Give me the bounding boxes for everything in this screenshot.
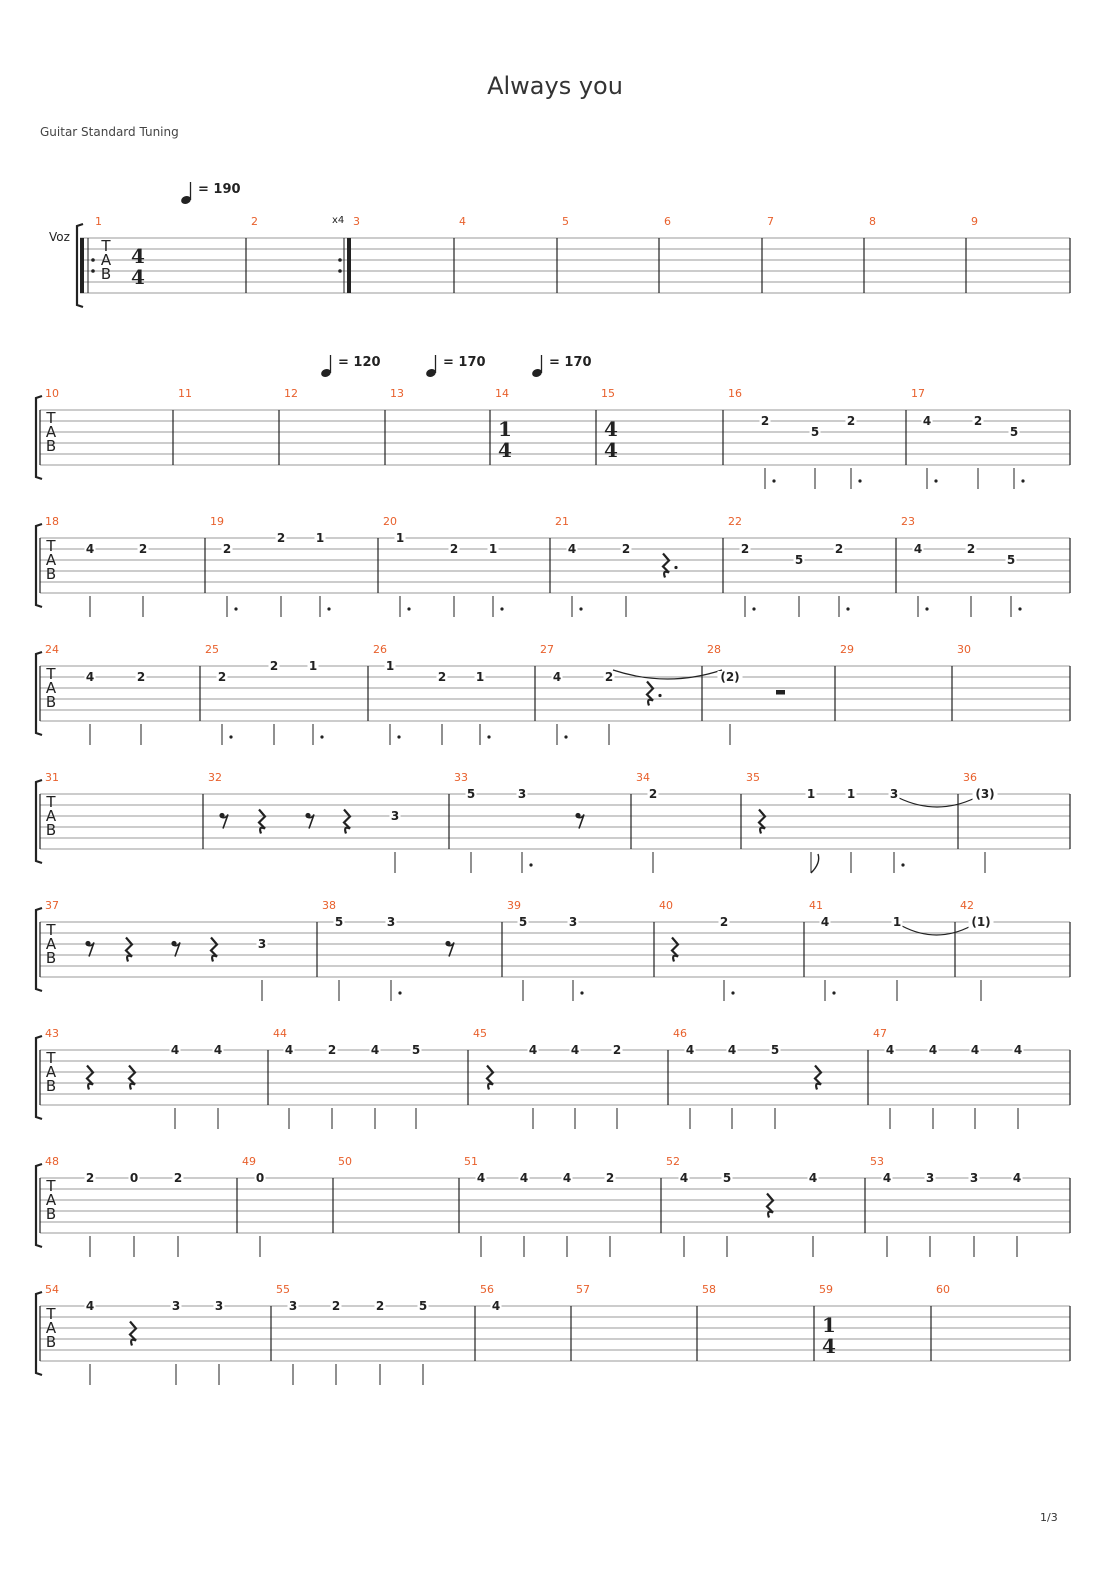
- measure-number: 48: [45, 1155, 59, 1168]
- fret-number: 5: [418, 1299, 428, 1313]
- measure-number: 52: [666, 1155, 680, 1168]
- fret-number: 4: [85, 670, 95, 684]
- measure-number: 28: [707, 643, 721, 656]
- tab-letter-B: B: [45, 1205, 57, 1223]
- fret-number: 5: [334, 915, 344, 929]
- rhythm-dot: [320, 735, 323, 738]
- quarter-rest-3-0: [647, 682, 653, 706]
- fret-number: 1: [846, 787, 856, 801]
- fret-number: 4: [370, 1043, 380, 1057]
- tab-letter-T: T: [46, 409, 56, 427]
- fret-number: 3: [568, 915, 578, 929]
- measure-number: 56: [480, 1283, 494, 1296]
- measure-number: 55: [276, 1283, 290, 1296]
- quarter-rest-5-5: [672, 938, 678, 962]
- rhythm-dot: [397, 735, 400, 738]
- rhythm-dot: [580, 991, 583, 994]
- measure-number: 32: [208, 771, 222, 784]
- rest-dot-3-0: [658, 694, 661, 697]
- time-sig-top: 4: [604, 417, 618, 441]
- tab-letter-A: A: [45, 423, 57, 441]
- measure-number: 26: [373, 643, 387, 656]
- tab-letter-B: B: [45, 1077, 57, 1095]
- fret-number: (1): [971, 915, 991, 929]
- fret-number: 2: [85, 1171, 95, 1185]
- system-bracket: [36, 908, 42, 991]
- fret-number: 2: [276, 531, 286, 545]
- fret-number: 1: [892, 915, 902, 929]
- fret-number: 4: [491, 1299, 501, 1313]
- measure-number: 34: [636, 771, 650, 784]
- measure-number: 60: [936, 1283, 950, 1296]
- tab-letter-B: B: [45, 1333, 57, 1351]
- half-rest-3-1: [776, 690, 785, 695]
- fret-number: 1: [475, 670, 485, 684]
- fret-number: 4: [519, 1171, 529, 1185]
- fret-number: 5: [810, 425, 820, 439]
- rhythm-dot: [1021, 479, 1024, 482]
- quarter-rest-7-0: [767, 1194, 773, 1218]
- fret-number: 0: [129, 1171, 139, 1185]
- fret-number: 2: [605, 1171, 615, 1185]
- measure-number: 10: [45, 387, 59, 400]
- fret-number: 2: [222, 542, 232, 556]
- fret-number: 4: [284, 1043, 294, 1057]
- rhythm-dot: [529, 863, 532, 866]
- tab-letter-T: T: [46, 1049, 56, 1067]
- measure-number: 29: [840, 643, 854, 656]
- fret-number: 2: [136, 670, 146, 684]
- measure-number: 5: [562, 215, 569, 228]
- rhythm-dot: [925, 607, 928, 610]
- rhythm-dot: [731, 991, 734, 994]
- fret-number: 4: [1012, 1171, 1022, 1185]
- fret-number: 2: [648, 787, 658, 801]
- system-bracket: [36, 1164, 42, 1247]
- tie: [613, 670, 722, 679]
- fret-number: 5: [1009, 425, 1019, 439]
- fret-number: 5: [794, 553, 804, 567]
- measure-number: 47: [873, 1027, 887, 1040]
- rhythm-dot: [901, 863, 904, 866]
- measure-number: 25: [205, 643, 219, 656]
- fret-number: 4: [552, 670, 562, 684]
- tempo-marking: = 190: [198, 182, 241, 197]
- measure-number: 39: [507, 899, 521, 912]
- rhythm-dot: [500, 607, 503, 610]
- fret-number: 4: [85, 542, 95, 556]
- quarter-rest-6-0: [87, 1066, 93, 1090]
- fret-number: 1: [395, 531, 405, 545]
- page-number: 1/3: [1040, 1511, 1058, 1524]
- fret-number: 2: [760, 414, 770, 428]
- fret-number: 1: [488, 542, 498, 556]
- fret-number: 2: [973, 414, 983, 428]
- fret-number: 2: [604, 670, 614, 684]
- tab-letter-A: A: [45, 1191, 57, 1209]
- rhythm-dot: [846, 607, 849, 610]
- rhythm-dot: [229, 735, 232, 738]
- measure-number: 14: [495, 387, 509, 400]
- measure-number: 13: [390, 387, 404, 400]
- tab-letter-A: A: [45, 1063, 57, 1081]
- system-bracket: [36, 1036, 42, 1119]
- measure-number: 8: [869, 215, 876, 228]
- tab-letter-T: T: [46, 921, 56, 939]
- fret-number: 1: [385, 659, 395, 673]
- tab-letter-B: B: [45, 821, 57, 839]
- system-bracket: [36, 524, 42, 607]
- fret-number: 2: [966, 542, 976, 556]
- rhythm-dot: [234, 607, 237, 610]
- fret-number: 5: [1006, 553, 1016, 567]
- quarter-rest-2-0: [663, 554, 669, 578]
- tab-letter-A: A: [45, 935, 57, 953]
- fret-number: 3: [214, 1299, 224, 1313]
- quarter-rest-8-0: [130, 1322, 136, 1346]
- measure-number: 40: [659, 899, 673, 912]
- tab-letter-B: B: [45, 565, 57, 583]
- measure-number: 49: [242, 1155, 256, 1168]
- measure-number: 9: [971, 215, 978, 228]
- fret-number: 2: [449, 542, 459, 556]
- repeat-end-thick-bar: [347, 238, 351, 293]
- measure-number: 17: [911, 387, 925, 400]
- fret-number: 3: [257, 937, 267, 951]
- fret-number: 1: [308, 659, 318, 673]
- measure-number: 18: [45, 515, 59, 528]
- fret-number: 4: [528, 1043, 538, 1057]
- measure-number: 20: [383, 515, 397, 528]
- measure-number: 11: [178, 387, 192, 400]
- rhythm-dot: [398, 991, 401, 994]
- fret-number: 4: [567, 542, 577, 556]
- measure-number: 33: [454, 771, 468, 784]
- measure-number: 37: [45, 899, 59, 912]
- measure-number: 35: [746, 771, 760, 784]
- tab-letter-B: B: [45, 949, 57, 967]
- quarter-rest-4-5: [759, 810, 765, 834]
- fret-number: 4: [85, 1299, 95, 1313]
- quarter-rest-4-3: [344, 810, 350, 834]
- time-sig-top: 1: [822, 1313, 836, 1337]
- time-sig-bottom: 4: [131, 265, 145, 289]
- fret-number: 4: [685, 1043, 695, 1057]
- repeat-dot: [338, 269, 342, 273]
- tempo-marking: = 170: [549, 355, 592, 370]
- fret-number: 4: [885, 1043, 895, 1057]
- fret-number: 4: [570, 1043, 580, 1057]
- fret-number: 2: [846, 414, 856, 428]
- quarter-rest-5-3: [211, 938, 217, 962]
- measure-number: 42: [960, 899, 974, 912]
- fret-number: 3: [889, 787, 899, 801]
- measure-number: 54: [45, 1283, 59, 1296]
- measure-number: 2: [251, 215, 258, 228]
- quarter-rest-6-2: [487, 1066, 493, 1090]
- measure-number: 24: [45, 643, 59, 656]
- tab-letter-T: T: [46, 1305, 56, 1323]
- measure-number: 50: [338, 1155, 352, 1168]
- fret-number: 2: [612, 1043, 622, 1057]
- fret-number: 3: [386, 915, 396, 929]
- fret-number: 4: [213, 1043, 223, 1057]
- repeat-start-thick-bar: [80, 238, 84, 293]
- fret-number: 4: [679, 1171, 689, 1185]
- rhythm-dot: [579, 607, 582, 610]
- tab-letter-A: A: [100, 251, 112, 269]
- tempo-marking: = 170: [443, 355, 486, 370]
- measure-number: 51: [464, 1155, 478, 1168]
- measure-number: 41: [809, 899, 823, 912]
- time-sig-bottom: 4: [822, 1334, 836, 1358]
- rest-dot-2-0: [674, 566, 677, 569]
- measure-number: 22: [728, 515, 742, 528]
- system-bracket: [36, 396, 42, 479]
- tab-letter-B: B: [45, 437, 57, 455]
- rhythm-dot: [407, 607, 410, 610]
- fret-number: 4: [970, 1043, 980, 1057]
- fret-number: 4: [922, 414, 932, 428]
- measure-number: 43: [45, 1027, 59, 1040]
- fret-number: 2: [138, 542, 148, 556]
- repeat-dot: [91, 258, 95, 262]
- measure-number: 23: [901, 515, 915, 528]
- measure-number: 57: [576, 1283, 590, 1296]
- fret-number: 5: [770, 1043, 780, 1057]
- measure-number: 7: [767, 215, 774, 228]
- fret-number: 2: [834, 542, 844, 556]
- tuning-label: Guitar Standard Tuning: [40, 125, 179, 139]
- measure-number: 27: [540, 643, 554, 656]
- rhythm-dot: [564, 735, 567, 738]
- repeat-dot: [338, 258, 342, 262]
- fret-number: 5: [722, 1171, 732, 1185]
- rhythm-dot: [858, 479, 861, 482]
- measure-number: 46: [673, 1027, 687, 1040]
- tab-letter-A: A: [45, 1319, 57, 1337]
- rhythm-dot: [327, 607, 330, 610]
- fret-number: 4: [170, 1043, 180, 1057]
- time-sig-top: 1: [498, 417, 512, 441]
- page-title: Always you: [487, 72, 623, 100]
- system-bracket: [36, 652, 42, 735]
- measure-number: 21: [555, 515, 569, 528]
- tab-letter-A: A: [45, 679, 57, 697]
- tie: [899, 798, 975, 807]
- tab-letter-A: A: [45, 807, 57, 825]
- measure-number: 1: [95, 215, 102, 228]
- measure-number: 4: [459, 215, 466, 228]
- rhythm-dot: [772, 479, 775, 482]
- fret-number: 3: [288, 1299, 298, 1313]
- fret-number: 4: [928, 1043, 938, 1057]
- quarter-rest-4-1: [259, 810, 265, 834]
- measure-number: 15: [601, 387, 615, 400]
- system-bracket: [36, 780, 42, 863]
- fret-number: 4: [882, 1171, 892, 1185]
- track-label: Voz: [49, 230, 70, 244]
- measure-number: 53: [870, 1155, 884, 1168]
- rhythm-dot: [752, 607, 755, 610]
- fret-number: 5: [466, 787, 476, 801]
- fret-number: 3: [517, 787, 527, 801]
- measure-number: 12: [284, 387, 298, 400]
- repeat-count: x4: [332, 215, 345, 226]
- measure-number: 3: [353, 215, 360, 228]
- fret-number: 2: [621, 542, 631, 556]
- fret-number: 2: [375, 1299, 385, 1313]
- fret-number: 2: [740, 542, 750, 556]
- fret-number: 2: [173, 1171, 183, 1185]
- quarter-rest-6-1: [129, 1066, 135, 1090]
- measure-number: 36: [963, 771, 977, 784]
- measure-number: 31: [45, 771, 59, 784]
- rhythm-dot: [934, 479, 937, 482]
- measure-number: 19: [210, 515, 224, 528]
- tie: [902, 926, 971, 935]
- fret-number: 4: [562, 1171, 572, 1185]
- time-sig-bottom: 4: [604, 438, 618, 462]
- tab-letter-T: T: [101, 237, 111, 255]
- fret-number: 2: [719, 915, 729, 929]
- fret-number: 2: [269, 659, 279, 673]
- fret-number: 4: [476, 1171, 486, 1185]
- fret-number: 4: [727, 1043, 737, 1057]
- measure-number: 30: [957, 643, 971, 656]
- fret-number: 4: [1013, 1043, 1023, 1057]
- quarter-rest-5-1: [126, 938, 132, 962]
- fret-number: 3: [171, 1299, 181, 1313]
- measure-number: 16: [728, 387, 742, 400]
- repeat-dot: [91, 269, 95, 273]
- fret-number: 4: [820, 915, 830, 929]
- tempo-marking: = 120: [338, 355, 381, 370]
- fret-number: 0: [255, 1171, 265, 1185]
- fret-number: 1: [806, 787, 816, 801]
- time-sig-top: 4: [131, 244, 145, 268]
- quarter-rest-6-3: [815, 1066, 821, 1090]
- measure-number: 44: [273, 1027, 287, 1040]
- fret-number: 4: [913, 542, 923, 556]
- fret-number: 1: [315, 531, 325, 545]
- fret-number: 2: [217, 670, 227, 684]
- note-flag: [811, 854, 819, 873]
- tab-letter-T: T: [46, 1177, 56, 1195]
- measure-number: 59: [819, 1283, 833, 1296]
- fret-number: (2): [720, 670, 740, 684]
- rhythm-dot: [832, 991, 835, 994]
- fret-number: 5: [411, 1043, 421, 1057]
- fret-number: 3: [969, 1171, 979, 1185]
- fret-number: 3: [925, 1171, 935, 1185]
- tab-letter-B: B: [100, 265, 112, 283]
- rhythm-dot: [1018, 607, 1021, 610]
- fret-number: 2: [327, 1043, 337, 1057]
- measure-number: 6: [664, 215, 671, 228]
- tab-letter-T: T: [46, 537, 56, 555]
- measure-number: 45: [473, 1027, 487, 1040]
- rhythm-dot: [487, 735, 490, 738]
- fret-number: (3): [975, 787, 995, 801]
- tab-letter-T: T: [46, 793, 56, 811]
- tab-letter-B: B: [45, 693, 57, 711]
- fret-number: 3: [390, 809, 400, 823]
- fret-number: 2: [331, 1299, 341, 1313]
- measure-number: 58: [702, 1283, 716, 1296]
- fret-number: 5: [518, 915, 528, 929]
- fret-number: 4: [808, 1171, 818, 1185]
- time-sig-bottom: 4: [498, 438, 512, 462]
- tab-letter-T: T: [46, 665, 56, 683]
- fret-number: 2: [437, 670, 447, 684]
- system-bracket: [36, 1292, 42, 1375]
- measure-number: 38: [322, 899, 336, 912]
- tab-letter-A: A: [45, 551, 57, 569]
